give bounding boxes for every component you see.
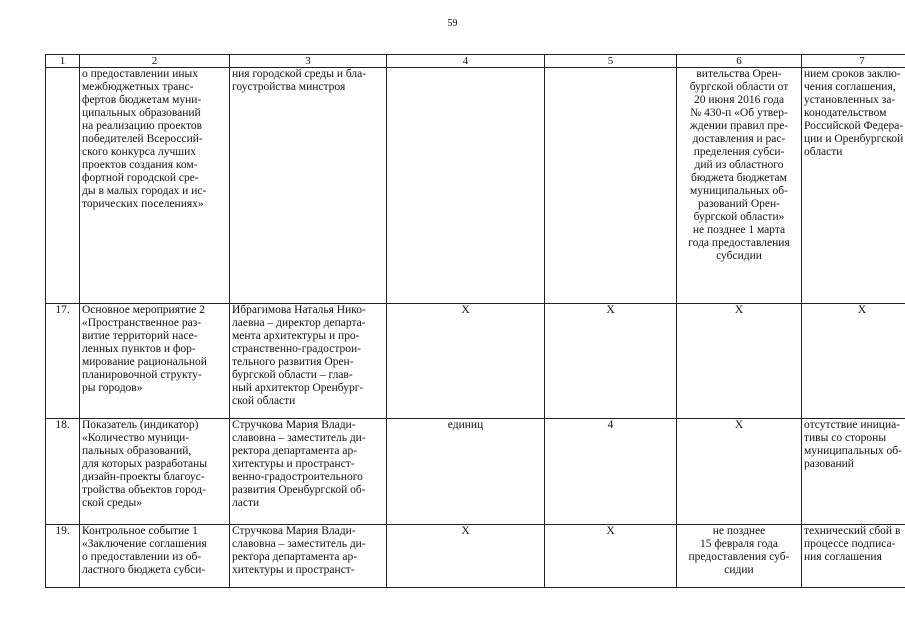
value-cell — [545, 525, 677, 588]
cell-text-line: Х — [461, 304, 470, 316]
cell-text-line: Стручкова Мария Влади- — [232, 525, 356, 537]
unit-cell — [387, 304, 545, 419]
header-cell: 4 — [387, 55, 545, 68]
unit-cell — [387, 68, 545, 304]
cell-text-line: гоустройства минстроя — [232, 81, 346, 93]
cell-text-line: Контрольное событие 1 — [82, 525, 198, 537]
cell-text-line: ципальных образований — [82, 107, 201, 119]
responsible-cell — [230, 419, 387, 525]
cell-text-line: ния городской среды и бла- — [232, 68, 367, 80]
table-row — [46, 304, 905, 419]
cell-text-line: процессе подписа- — [804, 538, 896, 550]
cell-text-line: муниципальных об- — [690, 185, 788, 197]
cell-text-line: о предоставлении из об- — [82, 551, 202, 563]
cell-text-line: Основное мероприятие 2 — [82, 304, 205, 316]
cell-text-line: доставления и рас- — [692, 133, 786, 145]
cell-text-line: предоставления суб- — [688, 551, 790, 563]
row-number-cell: 19. — [46, 525, 80, 588]
header-cell: 6 — [677, 55, 802, 68]
cell-text-line: хитектуры и пространст- — [232, 458, 355, 470]
cell-text-line: лаевна – директор департа- — [232, 317, 366, 329]
description-cell — [80, 419, 230, 525]
cell-text-line: ректора департамента ар- — [232, 551, 358, 563]
cell-text-line: о предоставлении иных — [82, 68, 198, 80]
cell-text-line: бургской области» — [693, 211, 785, 223]
cell-text-line: проектов создания ком- — [82, 159, 198, 171]
cell-text-line: венно-градостроительного — [232, 471, 363, 483]
cell-text-line: победителей Всероссий- — [82, 133, 203, 145]
cell-text-line: славовна – заместитель ди- — [232, 432, 366, 444]
cell-text-line: муниципальных об- — [804, 445, 902, 457]
cell-text-line: 15 февраля года — [699, 538, 779, 550]
value-cell — [545, 304, 677, 419]
cell-text-line: ленных пунктов и фор- — [82, 343, 196, 355]
cell-text-line: ды в малых городах и ис- — [82, 185, 207, 197]
cell-text-line: установленных за- — [804, 94, 896, 106]
responsible-cell — [230, 304, 387, 419]
cell-text-line: хитектуры и пространст- — [232, 564, 355, 576]
cell-text-line: Показатель (индикатор) — [82, 419, 199, 431]
cell-text-line: славовна – заместитель ди- — [232, 538, 366, 550]
cell-text-line: не позднее — [712, 525, 766, 537]
deadline-cell — [677, 68, 802, 304]
cell-text-line: фортной городской сре- — [82, 172, 199, 184]
cell-text-line: вительства Орен- — [696, 68, 782, 80]
header-cell: 3 — [230, 55, 387, 68]
cell-text-line: Х — [734, 419, 744, 431]
cell-text-line: «Пространственное раз- — [82, 317, 202, 329]
cell-text-line: ской среды» — [82, 497, 143, 509]
cell-text-line: бургской области от — [689, 81, 789, 93]
cell-text-line: развития Оренбургской об- — [232, 484, 366, 496]
cell-text-line: дий из областного — [694, 159, 784, 171]
cell-text-line: планировочной структу- — [82, 369, 202, 381]
cell-text-line: № 430-п «Об утвер- — [690, 107, 788, 119]
value-cell — [545, 68, 677, 304]
cell-text-line: тивы со стороны — [804, 432, 887, 444]
risk-cell — [802, 419, 905, 525]
cell-text-line: витие территорий насе- — [82, 330, 198, 342]
cell-text-line: ластного бюджета субси- — [82, 564, 206, 576]
cell-text-line: 20 июня 2016 года — [693, 94, 785, 106]
table-header-row — [46, 55, 905, 68]
cell-text-line: Х — [734, 304, 744, 316]
header-cell: 5 — [545, 55, 677, 68]
cell-text-line: области — [804, 146, 843, 158]
cell-text-line: фертов бюджетам муни- — [82, 94, 202, 106]
risk-cell — [802, 525, 905, 588]
cell-text-line: единиц — [447, 419, 484, 431]
cell-text-line: ласти — [232, 497, 260, 509]
cell-text-line: «Заключение соглашения — [82, 538, 207, 550]
cell-text-line: Стручкова Мария Влади- — [232, 419, 356, 431]
cell-text-line: Российской Федера- — [804, 120, 904, 132]
cell-text-line: торических поселениях» — [82, 198, 204, 210]
description-cell — [80, 304, 230, 419]
cell-text-line: пальных образований, — [82, 445, 192, 457]
cell-text-line: ния соглашения — [804, 551, 882, 563]
cell-text-line: ректора департамента ар- — [232, 445, 358, 457]
cell-text-line: технический сбой в — [804, 525, 901, 537]
cell-text-line: 4 — [607, 419, 614, 431]
cell-text-line: разований Орен- — [698, 198, 780, 210]
responsible-cell — [230, 68, 387, 304]
row-number-cell: 17. — [46, 304, 80, 419]
cell-text-line: Х — [606, 304, 615, 316]
cell-text-line: конодательством — [804, 107, 887, 119]
risk-cell — [802, 304, 905, 419]
cell-text-line: мента архитектуры и про- — [232, 330, 360, 342]
header-cell: 2 — [80, 55, 230, 68]
header-cell: 1 — [46, 55, 80, 68]
table-row — [46, 525, 905, 588]
row-number-cell: 18. — [46, 419, 80, 525]
cell-text-line: бургской области – глав- — [232, 369, 353, 381]
cell-text-line: чения соглашения, — [804, 81, 896, 93]
cell-text-line: странственно-градострои- — [232, 343, 361, 355]
cell-text-line: тройства объектов город- — [82, 484, 206, 496]
cell-text-line: не позднее 1 марта — [692, 224, 786, 236]
header-cell: 7 — [802, 55, 905, 68]
description-cell — [80, 68, 230, 304]
cell-text-line: отсутствие инициа- — [804, 419, 901, 431]
cell-text-line: для которых разработаны — [82, 458, 207, 470]
cell-text-line: «Количество муници- — [82, 432, 190, 444]
page-number: 59 — [447, 18, 458, 29]
unit-cell — [387, 525, 545, 588]
cell-text-line: нием сроков заклю- — [804, 68, 901, 80]
cell-text-line: ской области — [232, 395, 296, 407]
cell-text-line: ского конкурса лучших — [82, 146, 197, 158]
cell-text-line: мирование рациональной — [82, 356, 207, 368]
table-row — [46, 419, 905, 525]
cell-text-line: ции и Оренбургской — [804, 133, 904, 145]
cell-text-line: ный архитектор Оренбург- — [232, 382, 364, 394]
value-cell — [545, 419, 677, 525]
deadline-cell — [677, 525, 802, 588]
cell-text-line: сидии — [724, 564, 754, 576]
cell-text-line: Х — [857, 304, 867, 316]
responsible-cell — [230, 525, 387, 588]
cell-text-line: на реализацию проектов — [82, 120, 203, 132]
cell-text-line: ждении правил пре- — [689, 120, 789, 132]
unit-cell — [387, 419, 545, 525]
description-cell — [80, 525, 230, 588]
cell-text-line: дизайн-проекты благоус- — [82, 471, 205, 483]
measures-table — [45, 54, 905, 588]
cell-text-line: пределения субси- — [693, 146, 785, 158]
cell-text-line: года предоставления — [688, 237, 790, 249]
cell-text-line: разований — [804, 458, 854, 470]
cell-text-line: Х — [606, 525, 615, 537]
risk-cell — [802, 68, 905, 304]
row-number-cell — [46, 68, 80, 304]
table-row — [46, 68, 905, 304]
deadline-cell — [677, 419, 802, 525]
cell-text-line: Х — [461, 525, 470, 537]
cell-text-line: бюджета бюджетам — [691, 172, 787, 184]
cell-text-line: тельного развития Орен- — [232, 356, 354, 368]
cell-text-line: Ибрагимова Наталья Нико- — [232, 304, 366, 316]
deadline-cell — [677, 304, 802, 419]
cell-text-line: межбюджетных транс- — [82, 81, 194, 93]
cell-text-line: ры городов» — [82, 382, 143, 394]
cell-text-line: субсидии — [716, 250, 762, 262]
